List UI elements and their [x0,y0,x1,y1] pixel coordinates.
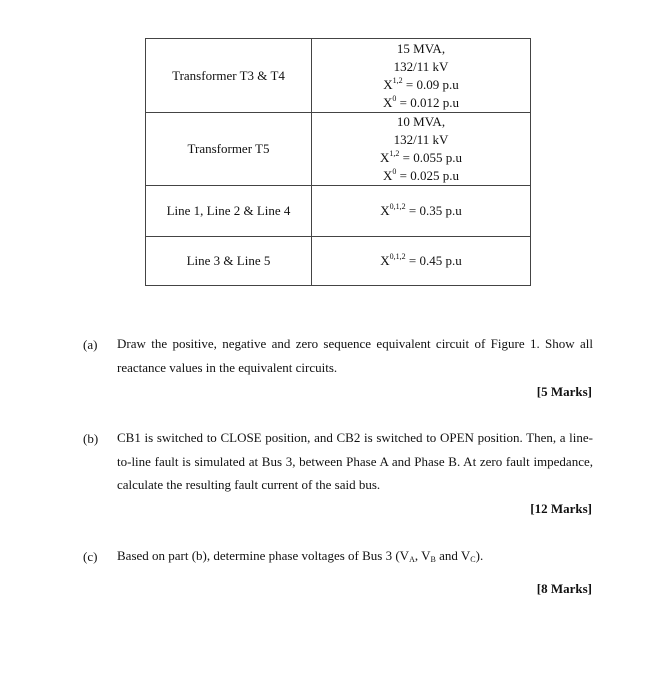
question-letter: (c) [83,549,98,564]
zero-reactance [312,94,530,112]
component-values [312,237,531,286]
component-name: Line 1, Line 2 & Line 4 [146,186,312,237]
voltage-value: 132/11 kV [393,132,449,147]
question-text-part: , V [414,548,431,563]
table-row [146,113,531,186]
sequence-superscript: 1,2 [392,75,403,85]
question-text: CB1 is switched to CLOSE position, and CB2 is switched to OPEN position. Then, a line-to-line fault is simulated at Bus 3, between Phase A and Phase B. At zero fault impedance, calculate the resulting fault current of the said bus. [117,430,593,492]
reactance-symbol: X [383,76,393,92]
rating-value: 15 MVA, [396,40,446,56]
component-values [312,186,531,237]
question-text-part: ). [475,548,484,563]
line-reactance [380,253,461,268]
line-reactance [380,203,461,218]
sequence-superscript: 0,1,2 [389,202,406,211]
pos-neg-reactance [312,149,530,167]
phase-subscript: C [470,555,476,564]
component-name: Transformer T5 [146,113,312,186]
zero-reactance [312,167,530,185]
reactance-value: = 0.35 p.u [408,203,462,218]
reactance-value: = 0.025 p.u [399,168,459,183]
table-row [146,237,531,286]
marks-label: [5 Marks] [536,384,592,399]
parameter-table [145,38,531,286]
phase-subscript: B [430,555,436,564]
component-values [312,39,531,113]
sequence-superscript: 1,2 [389,149,400,158]
marks-label: [8 Marks] [536,581,592,596]
component-name: Line 3 & Line 5 [146,237,312,286]
reactance-symbol: X [383,94,393,110]
reactance-symbol: X [380,203,390,218]
reactance-value: = 0.09 p.u [405,76,459,92]
question-text-part: and V [435,548,471,563]
phase-subscript: A [409,555,415,564]
sequence-superscript: 0,1,2 [389,252,406,261]
component-values [312,113,531,186]
question-letter: (a) [83,337,98,352]
reactance-symbol: X [383,168,393,183]
question-text-part: Based on part (b), determine phase voltages of Bus 3 (V [117,548,410,563]
reactance-symbol: X [380,150,390,165]
reactance-value: = 0.45 p.u [408,253,462,268]
component-name: Transformer T3 & T4 [146,39,312,113]
reactance-value: = 0.055 p.u [402,150,462,165]
rating-value: 10 MVA, [396,114,446,129]
sequence-superscript: 0 [392,93,397,103]
table-row [146,186,531,237]
pos-neg-reactance [312,76,530,94]
reactance-value: = 0.012 p.u [399,94,459,110]
voltage-value: 132/11 kV [393,58,449,74]
sequence-superscript: 0 [392,167,397,176]
reactance-symbol: X [380,253,390,268]
question-letter: (b) [83,431,99,446]
question-text: Draw the positive, negative and zero sequence equivalent circuit of Figure 1. Show all reactance values in the equivalent circuits. [117,336,593,375]
marks-label: [12 Marks] [530,501,592,516]
question-text [117,544,593,568]
table-row [146,39,531,113]
